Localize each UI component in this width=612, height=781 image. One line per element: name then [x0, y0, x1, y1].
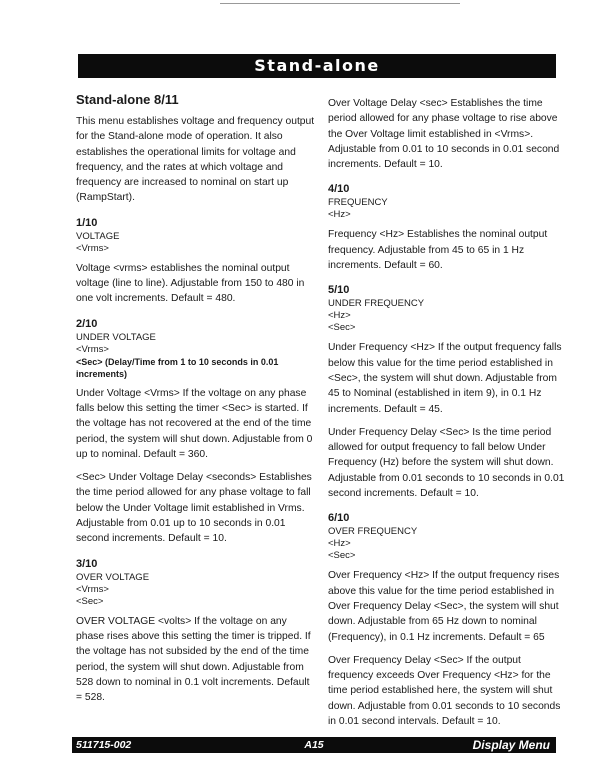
menu-item-under-voltage — [76, 317, 316, 547]
document-number: 511715-002 — [76, 739, 132, 751]
page-number: A15 — [304, 739, 324, 751]
item-description: OVER VOLTAGE <volts> If the voltage on any phase rises above this setting the timer is tripped. If the voltage has not subsided by the end of the time period, the system will shut down. Adjustable from 528 down to nominal in 0.1 volt increments. Default = 528. — [76, 615, 311, 704]
item-label: FREQUENCY — [328, 197, 388, 209]
intro-paragraph: This menu establishes voltage and frequency output for the Stand-alone mode of operation. It also establishes the operational limits for voltage and frequency, and the rates at which voltage and frequency are increased to nominal on start up (RampStart). — [76, 116, 315, 204]
item-units: <Vrms> — [76, 583, 109, 595]
item-number: 5/10 — [328, 284, 350, 297]
item-label: OVER FREQUENCY — [328, 526, 418, 538]
menu-item-over-voltage — [76, 557, 316, 706]
section-name: Display Menu — [472, 738, 550, 752]
menu-item-voltage — [76, 216, 316, 307]
item-description: Voltage <vrms> establishes the nominal output voltage (line to line). Adjustable from 150 to 480 in one volt increments. Default = 480. — [76, 262, 305, 305]
section-banner — [78, 54, 556, 78]
item-label: UNDER VOLTAGE — [76, 331, 156, 343]
item-label: VOLTAGE — [76, 230, 120, 242]
item-units-delay: <Sec> (Delay/Time from 1 to 10 seconds in 0.01 increments) — [76, 356, 279, 379]
item-label: UNDER FREQUENCY — [328, 298, 425, 310]
item-number: 2/10 — [76, 317, 98, 330]
item-description-delay: Over Frequency Delay <Sec> If the output frequency exceeds Over Frequency <Hz> for the time period established here, the system will shut down. Adjustable from 0.01 seconds to 10 seconds in 0.01 second intervals. Default = 10. — [328, 654, 561, 728]
page-footer — [72, 737, 556, 753]
item-description: Frequency <Hz> Establishes the nominal output frequency. Adjustable from 45 to 65 in 1 Hz increments. Default = 60. — [328, 229, 548, 272]
item-description: Under Frequency <Hz> If the output frequency falls below this value for the time period established in <Sec>, the system will shut down. Adjustable from 45 to Nominal (established in item 9), in 0.1 Hz increments. Default = 45. — [328, 342, 562, 415]
item-description-delay: Under Frequency Delay <Sec> Is the time period allowed for output frequency to fall below Under Frequency (Hz) before the system will shut down. Adjustable from 0.01 seconds to 10 seconds in 0.01 second increments. Default = 10. — [328, 426, 565, 500]
item-description: Over Frequency <Hz> If the output frequency rises above this value for the time period established in Over Frequency Delay <Sec>, the system will shut down. Adjustable from 65 Hz down to nominal (Frequency), in 0.1 Hz increments. Default = 65 — [328, 570, 560, 643]
item-units: <Vrms> — [76, 242, 109, 254]
continuation-paragraph: Over Voltage Delay <sec> Establishes the time period allowed for any phase voltage to rise above the Over Voltage limit established in <Vrms>. Adjustable from 0.01 to 10 seconds in 0.01 second increments. Default = 10. — [328, 98, 560, 171]
item-number: 6/10 — [328, 512, 350, 525]
item-number: 3/10 — [76, 557, 98, 570]
menu-item-under-frequency — [328, 283, 568, 501]
item-label: OVER VOLTAGE — [76, 571, 150, 583]
item-number: 1/10 — [76, 216, 98, 229]
item-units: <Vrms> — [76, 343, 109, 355]
menu-item-over-frequency — [328, 511, 568, 729]
item-number: 4/10 — [328, 183, 350, 196]
top-rule — [220, 3, 460, 4]
banner-title: Stand-alone — [254, 56, 380, 75]
item-units-delay: <Sec> — [76, 595, 104, 607]
item-description-delay: <Sec> Under Voltage Delay <seconds> Establishes the time period allowed for any phase voltage to fall below the Under Voltage limit established in Vrms. Adjustable from 0.01 up to 10 seconds in 0.01 second increments. Default = 10. — [76, 472, 312, 545]
item-units-delay: <Sec> — [328, 322, 356, 334]
item-description: Under Voltage <Vrms> If the voltage on any phase falls below this setting the timer <Sec> is started. If the voltage has not recovered at the end of the time period, the system will shut down. Adjustable from 0 up to nominal. Default = 360. — [76, 387, 313, 460]
left-column — [76, 92, 316, 713]
menu-item-frequency — [328, 182, 568, 273]
right-column — [328, 96, 568, 737]
item-units: <Hz> — [328, 209, 351, 221]
item-units-delay: <Sec> — [328, 550, 356, 562]
item-units: <Hz> — [328, 538, 351, 550]
item-units: <Hz> — [328, 310, 351, 322]
page-title: Stand-alone 8/11 — [76, 92, 179, 107]
